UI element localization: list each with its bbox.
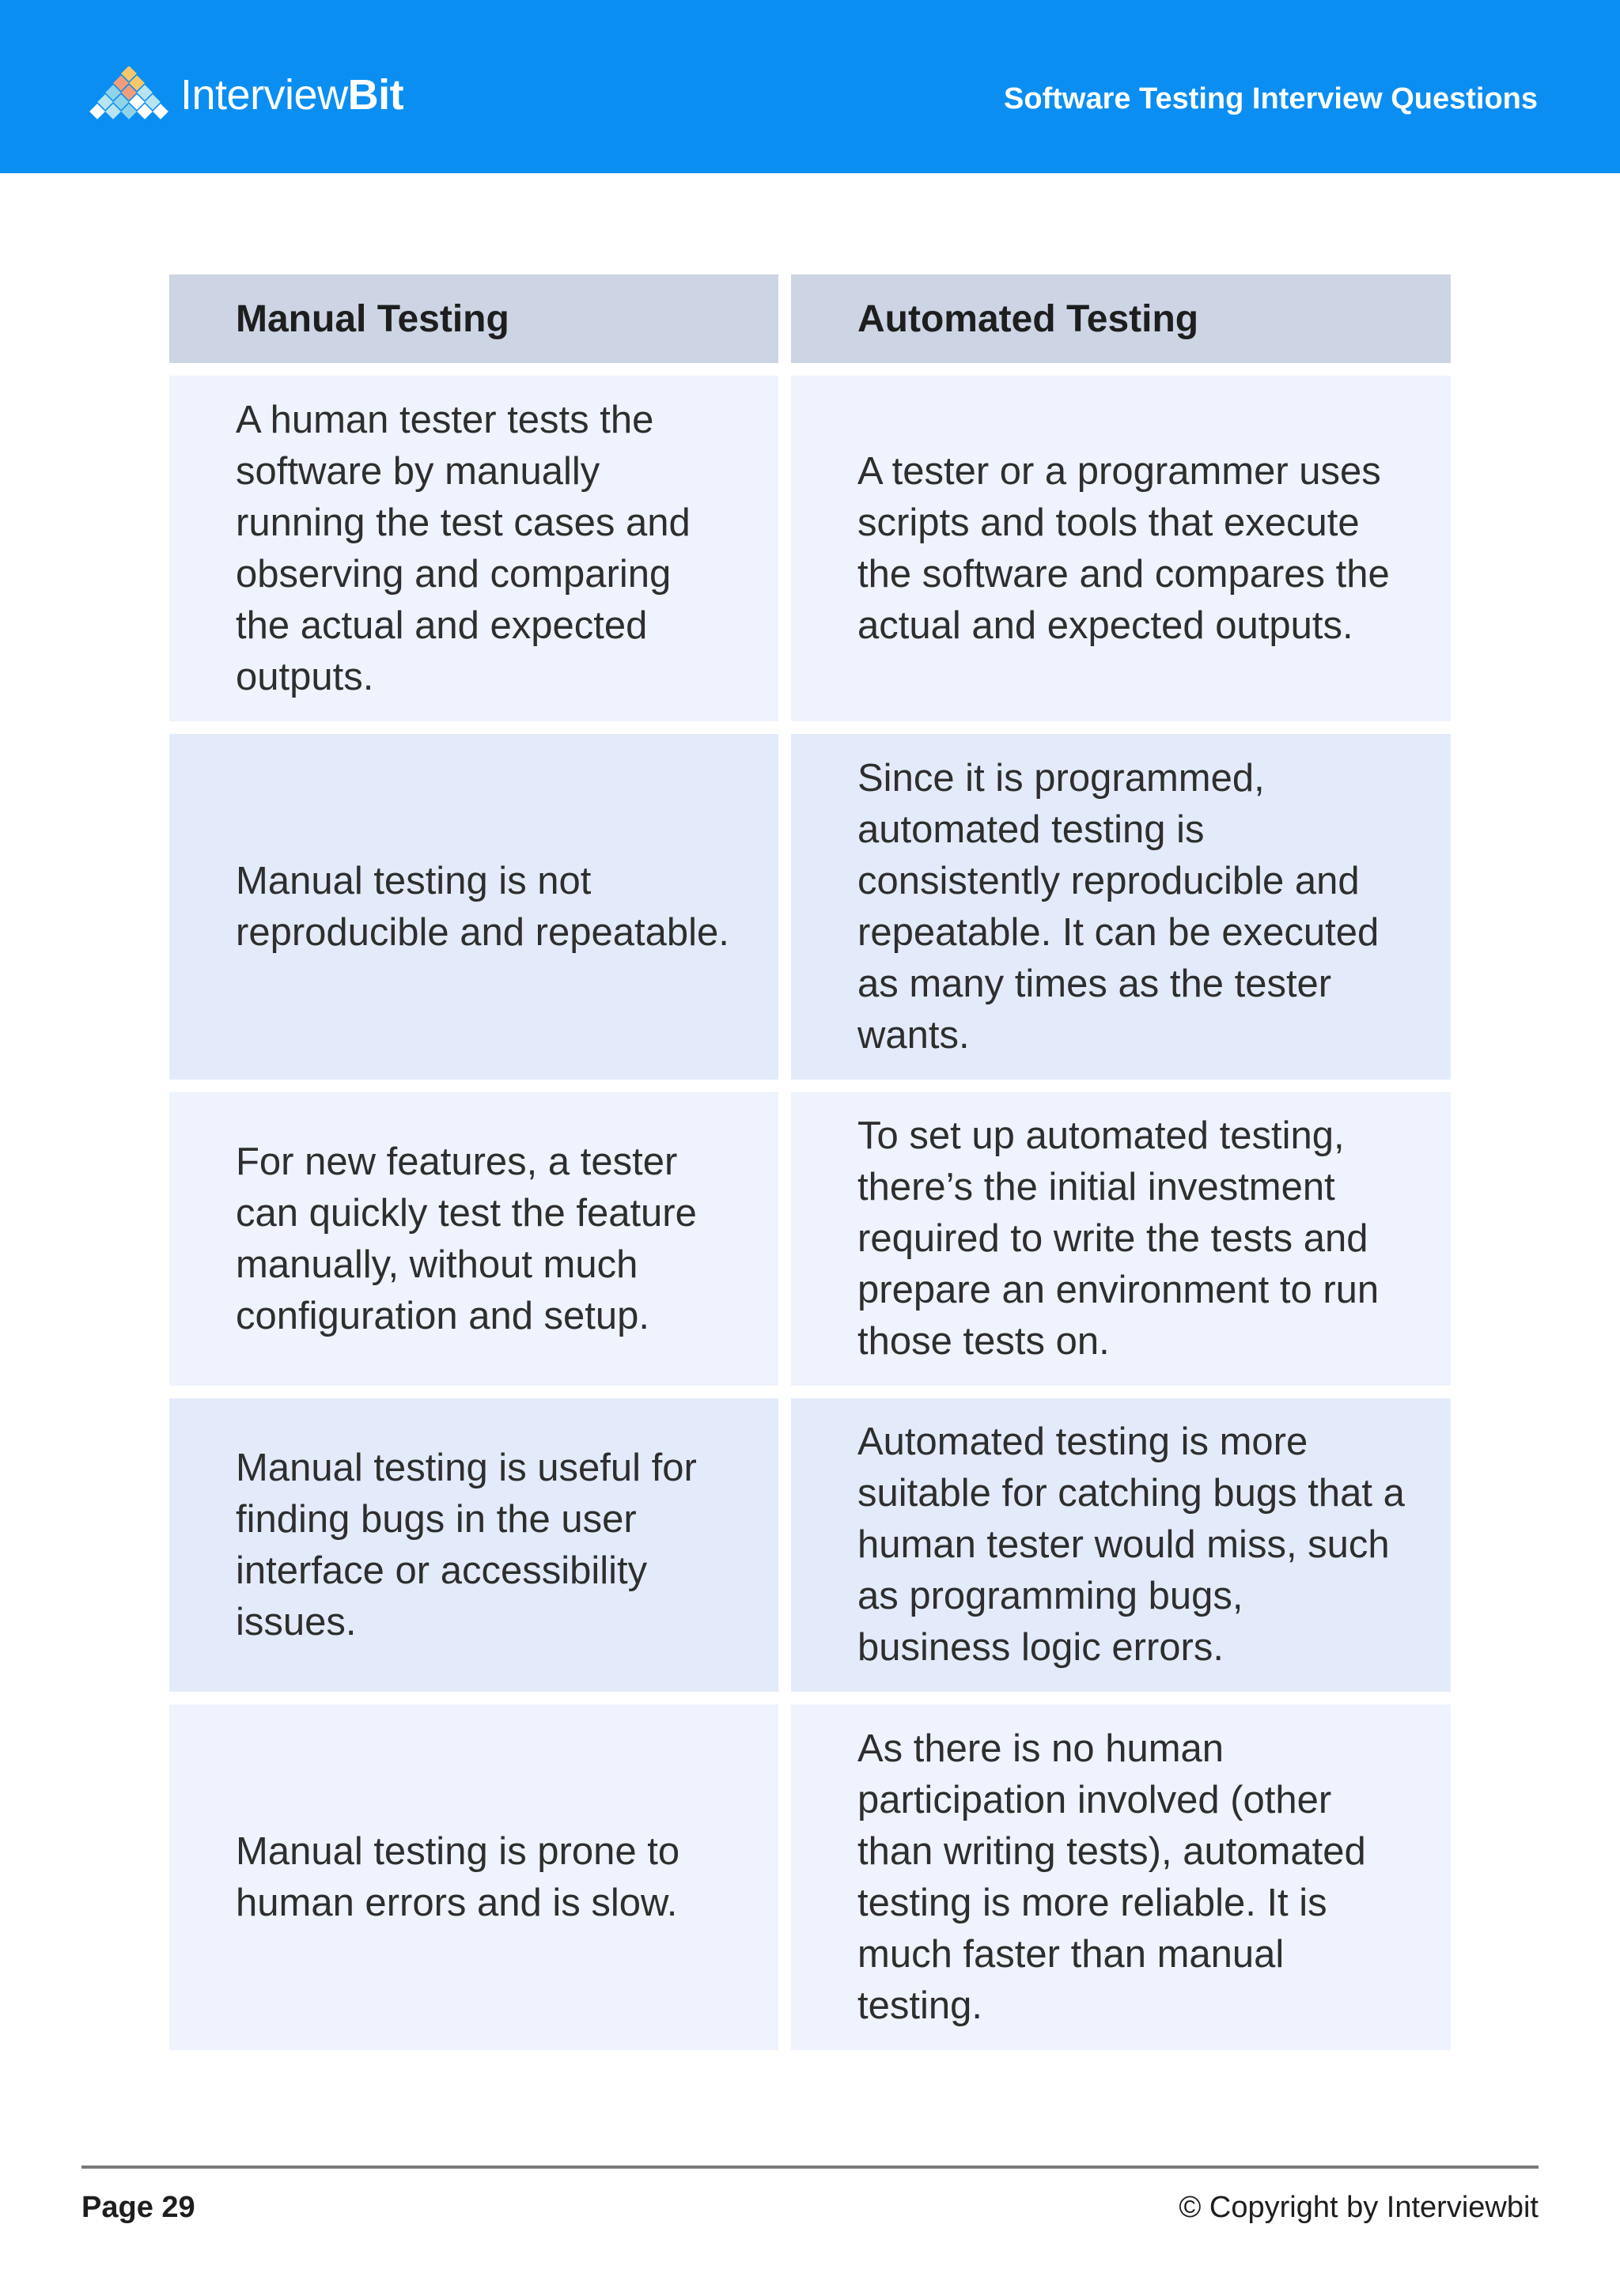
logo-diamond-icon xyxy=(84,66,172,123)
manual-cell: Manual testing is not reproducible and repeatable. xyxy=(169,734,778,1080)
table-row xyxy=(169,1398,1451,1692)
manual-cell: Manual testing is prone to human errors and is slow. xyxy=(169,1704,778,2050)
manual-cell: Manual testing is useful for finding bugs in the user interface or accessibility issues. xyxy=(169,1398,778,1692)
table-header-row xyxy=(169,274,1451,363)
table-row xyxy=(169,1704,1451,2050)
automated-cell: As there is no human participation involved (other than writing tests), automated testing is more reliable. It is much faster than manual testing. xyxy=(791,1704,1451,2050)
manual-cell: For new features, a tester can quickly test the feature manually, without much configuration and setup. xyxy=(169,1092,778,1386)
page-header xyxy=(0,0,1620,173)
automated-cell: Since it is programmed, automated testing is consistently reproducible and repeatable. It can be executed as many times as the tester wants. xyxy=(791,734,1451,1080)
logo-text-bit: Bit xyxy=(347,71,404,119)
manual-cell: A human tester tests the software by manually running the test cases and observing and comparing the actual and expected outputs. xyxy=(169,376,778,721)
table-row xyxy=(169,1092,1451,1386)
automated-cell: Automated testing is more suitable for catching bugs that a human tester would miss, such as programming bugs, business logic errors. xyxy=(791,1398,1451,1692)
copyright-notice: © Copyright by Interviewbit xyxy=(1179,2191,1539,2224)
table-row xyxy=(169,734,1451,1080)
logo-wordmark xyxy=(180,70,403,119)
document-title: Software Testing Interview Questions xyxy=(1004,82,1538,115)
logo-text-interview: Interview xyxy=(180,71,348,119)
table-row xyxy=(169,376,1451,721)
column-header-manual: Manual Testing xyxy=(169,274,778,363)
page-number: Page 29 xyxy=(81,2191,195,2224)
column-header-automated: Automated Testing xyxy=(791,274,1451,363)
automated-cell: To set up automated testing, there’s the initial investment required to write the tests and prepare an environment to run those tests on. xyxy=(791,1092,1451,1386)
automated-cell: A tester or a programmer uses scripts and tools that execute the software and compares the actual and expected outputs. xyxy=(791,376,1451,721)
interviewbit-logo[interactable] xyxy=(84,63,403,127)
footer-divider xyxy=(81,2166,1539,2169)
comparison-table xyxy=(169,274,1451,2063)
